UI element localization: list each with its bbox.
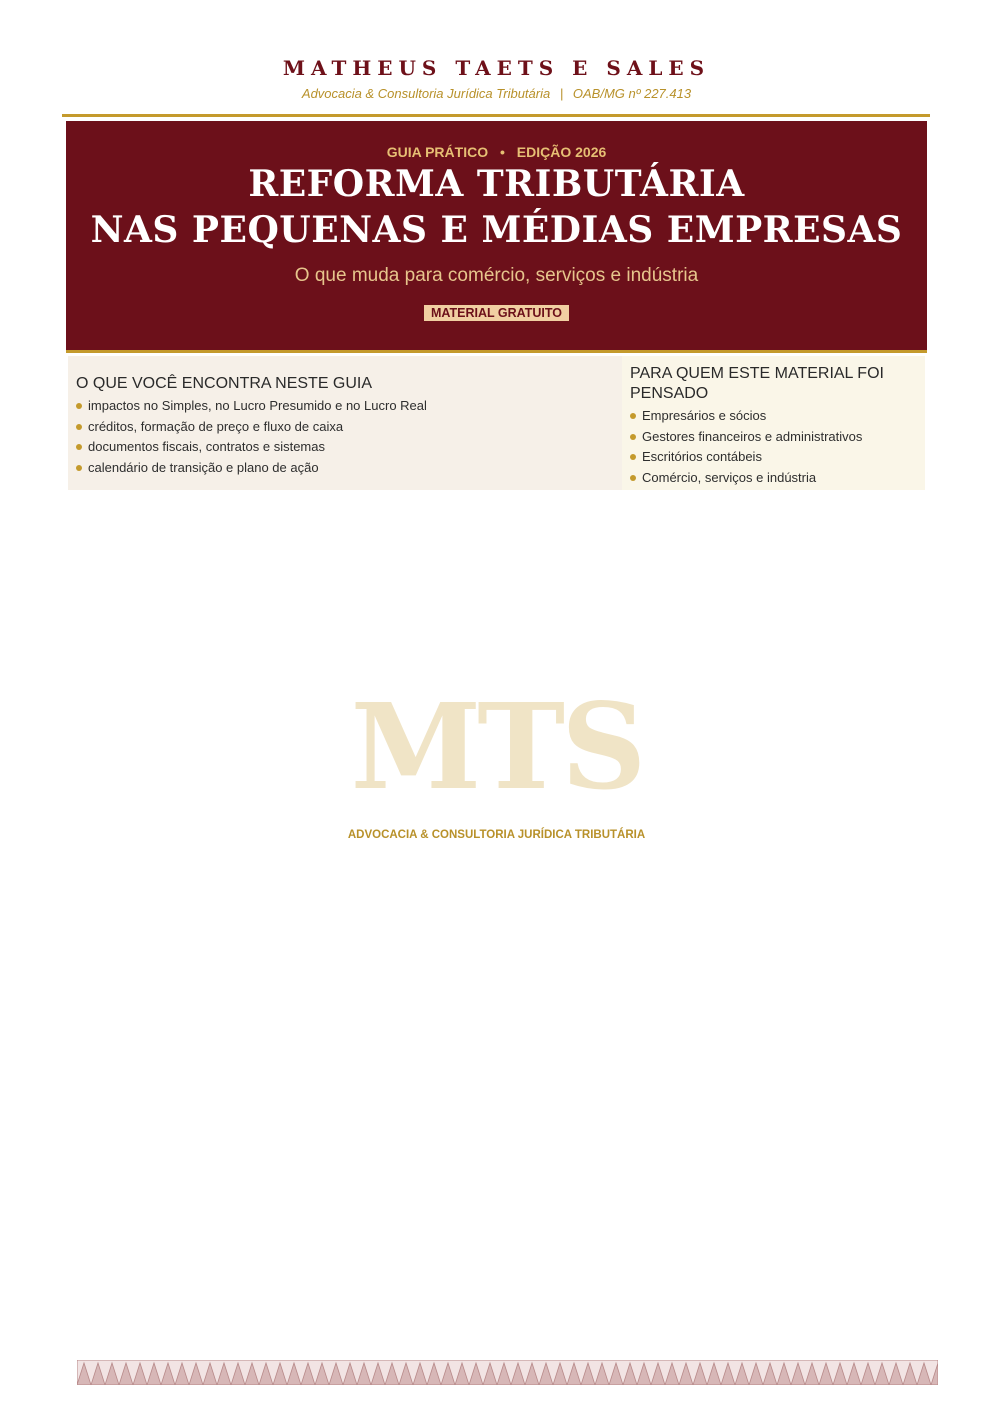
firm-subtitle: [0, 86, 993, 101]
title-banner: [66, 121, 927, 353]
list-item-text: Gestores financeiros e administrativos: [642, 428, 863, 444]
bullet-icon: [76, 424, 82, 430]
firm-tagline: Advocacia & Consultoria Jurídica Tributária: [301, 86, 551, 101]
list-item: [76, 437, 427, 458]
list-item: [630, 427, 862, 448]
list-item: [630, 447, 862, 468]
header-divider: [62, 114, 930, 117]
registration-number: OAB/MG nº 227.413: [572, 86, 692, 101]
audience-panel: [622, 356, 925, 490]
banner-subtitle: O que muda para comércio, serviços e indústria: [294, 265, 699, 286]
guide-contents-title: O QUE VOCÊ ENCONTRA NESTE GUIA: [76, 375, 373, 392]
guide-contents-panel: [68, 356, 622, 490]
bullet-icon: [76, 444, 82, 450]
list-item-text: Comércio, serviços e indústria: [642, 469, 817, 485]
audience-title: PARA QUEM ESTE MATERIAL FOI PENSADO: [630, 365, 884, 402]
guide-contents-list: [76, 396, 427, 478]
list-item-text: calendário de transição e plano de ação: [88, 459, 319, 475]
kicker-dot: •: [499, 144, 505, 160]
firm-name: MATHEUS TAETS E SALES: [282, 56, 711, 80]
banner-kicker: [66, 144, 927, 160]
list-item: [76, 458, 427, 479]
mts-monogram-logo: MTS: [350, 677, 643, 816]
free-material-badge: MATERIAL GRATUITO: [424, 305, 569, 321]
audience-list: [630, 406, 862, 488]
list-item-text: Escritórios contábeis: [642, 449, 762, 464]
header-separator: |: [559, 86, 564, 101]
kicker-guide: GUIA PRÁTICO: [386, 144, 489, 160]
watermark-tagline: ADVOCACIA & CONSULTORIA JURÍDICA TRIBUTÁRIA: [347, 829, 646, 841]
list-item-text: créditos, formação de preço e fluxo de caixa: [88, 418, 344, 434]
title-line-1: REFORMA TRIBUTÁRIA: [248, 163, 745, 205]
decorative-border-pattern: [77, 1360, 938, 1385]
list-item: [76, 396, 427, 417]
bullet-icon: [630, 454, 636, 460]
bullet-icon: [76, 465, 82, 471]
bullet-icon: [630, 434, 636, 440]
bullet-icon: [630, 475, 636, 481]
list-item-text: documentos fiscais, contratos e sistemas: [88, 439, 325, 454]
list-item: [630, 406, 862, 427]
bullet-icon: [630, 413, 636, 419]
list-item-text: impactos no Simples, no Lucro Presumido e no Lucro Real: [88, 398, 427, 413]
bullet-icon: [76, 403, 82, 409]
list-item: [630, 468, 862, 489]
kicker-edition: EDIÇÃO 2026: [516, 144, 607, 160]
list-item: [76, 417, 427, 438]
title-line-2: NAS PEQUENAS E MÉDIAS EMPRESAS: [90, 209, 903, 251]
main-title: [66, 161, 927, 253]
list-item-text: Empresários e sócios: [642, 408, 767, 423]
